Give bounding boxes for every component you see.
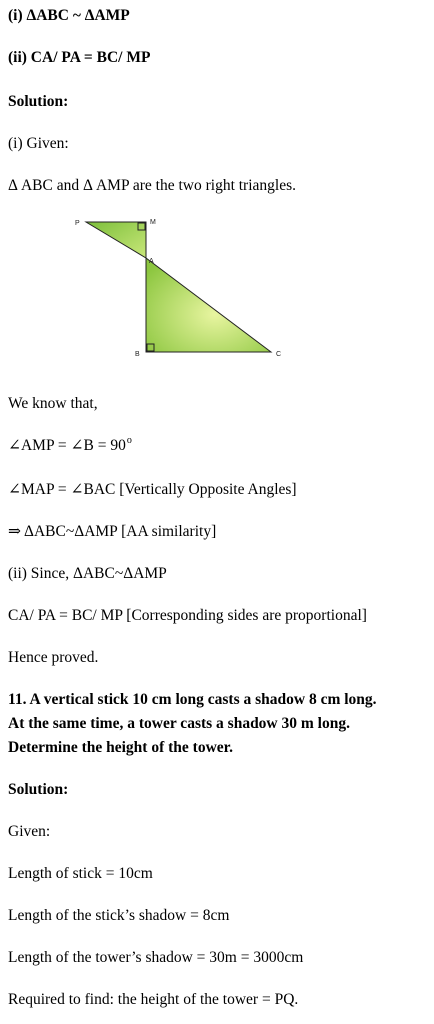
label-a: A [149, 258, 154, 265]
stick-shadow-length: Length of the stick’s shadow = 8cm [8, 907, 230, 924]
given-label-2: Given: [8, 823, 51, 840]
given-label: (i) Given: [8, 135, 69, 152]
label-p: P [75, 220, 80, 227]
part-i-statement: (i) ΔABC ~ ΔAMP [8, 7, 130, 24]
angle-equality: ∠AMP = ∠B = $90^o$ [8, 435, 132, 454]
question-11-line-1: 11. A vertical stick 10 cm long casts a shadow 8 cm long. [8, 691, 377, 708]
required-to-find: Required to find: the height of the tower = PQ. [8, 991, 299, 1008]
hence-proved: Hence proved. [8, 649, 99, 666]
label-c: C [276, 351, 282, 358]
label-m: M [150, 219, 156, 226]
solution-heading-2: Solution: [8, 781, 69, 798]
triangle-abc [146, 258, 271, 352]
aa-similarity: ⇒ ΔABC~ΔAMP [AA similarity] [8, 523, 217, 540]
triangle-amp [86, 222, 146, 258]
tower-shadow-length: Length of the tower’s shadow = 30m = 3000cm [8, 949, 304, 966]
part-ii-since: (ii) Since, ΔABC~ΔAMP [8, 565, 167, 582]
we-know-that: We know that, [8, 395, 98, 412]
vertically-opposite-angles: ∠MAP = ∠BAC [Vertically Opposite Angles] [8, 481, 297, 498]
solution-heading: Solution: [8, 93, 69, 110]
question-11-line-2: At the same time, a tower casts a shadow 30 m long. [8, 715, 350, 732]
label-b: B [135, 351, 140, 358]
part-ii-statement: (ii) CA/ PA = BC/ MP [8, 49, 151, 66]
proportional-sides: CA/ PA = BC/ MP [Corresponding sides are proportional] [8, 607, 367, 624]
stick-length: Length of stick = 10cm [8, 865, 153, 882]
question-11-line-3: Determine the height of the tower. [8, 739, 233, 756]
given-statement: Δ ABC and Δ AMP are the two right triangles. [8, 177, 296, 194]
